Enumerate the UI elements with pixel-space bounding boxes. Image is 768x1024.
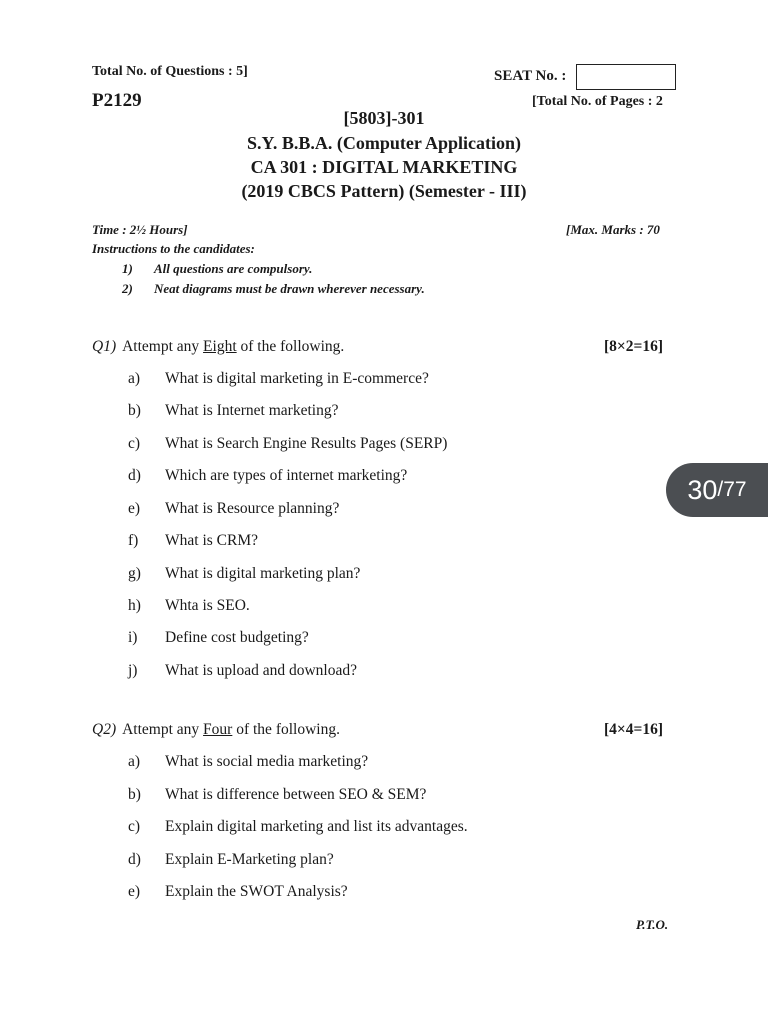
q1-item: a) What is digital marketing in E-commerce?	[128, 370, 429, 387]
q1-item: g) What is digital marketing plan?	[128, 565, 361, 582]
q2-item: e) Explain the SWOT Analysis?	[128, 883, 348, 900]
q2-marks: [4×4=16]	[604, 721, 663, 738]
page-total: /77	[717, 478, 747, 501]
q1-item: f) What is CRM?	[128, 532, 258, 549]
seat-number-label: SEAT No. :	[494, 68, 567, 84]
paper-code: P2129	[92, 90, 142, 111]
total-questions: Total No. of Questions : 5]	[92, 64, 248, 79]
q1-item: j) What is upload and download?	[128, 662, 357, 679]
q2-item: c) Explain digital marketing and list its advantages.	[128, 818, 468, 835]
q2-item: d) Explain E-Marketing plan?	[128, 851, 334, 868]
q2-item: b) What is difference between SEO & SEM?	[128, 786, 427, 803]
page-current: 30	[687, 474, 718, 505]
course-title: S.Y. B.B.A. (Computer Application)	[246, 133, 522, 153]
subject-title: CA 301 : DIGITAL MARKETING	[250, 157, 518, 177]
q1-item: d) Which are types of internet marketing?	[128, 467, 408, 484]
max-marks: [Max. Marks : 70	[566, 222, 660, 237]
subject-code: [5803]-301	[343, 108, 425, 128]
q1-marks: [8×2=16]	[604, 338, 663, 355]
q2-heading: Q2) Attempt any Four of the following.	[92, 721, 340, 738]
q1-item: i) Define cost budgeting?	[128, 629, 309, 646]
q1-item: c) What is Search Engine Results Pages (SERP)	[128, 435, 448, 452]
total-pages: [Total No. of Pages : 2	[532, 94, 663, 109]
q1-item: e) What is Resource planning?	[128, 500, 340, 517]
instruction-item: 2) Neat diagrams must be drawn wherever necessary.	[122, 281, 425, 296]
seat-number-box	[576, 64, 676, 90]
instruction-item: 1) All questions are compulsory.	[122, 261, 313, 276]
instructions-heading: Instructions to the candidates:	[92, 241, 255, 256]
q1-item: b) What is Internet marketing?	[128, 402, 339, 419]
please-turn-over: P.T.O.	[636, 917, 669, 932]
q1-item: h) Whta is SEO.	[128, 597, 250, 614]
page-counter	[666, 463, 768, 517]
q2-item: a) What is social media marketing?	[128, 753, 369, 770]
q1-heading: Q1) Attempt any Eight of the following.	[92, 338, 345, 355]
exam-time: Time : 2½ Hours]	[92, 222, 188, 237]
pattern-title: (2019 CBCS Pattern) (Semester - III)	[241, 181, 527, 201]
